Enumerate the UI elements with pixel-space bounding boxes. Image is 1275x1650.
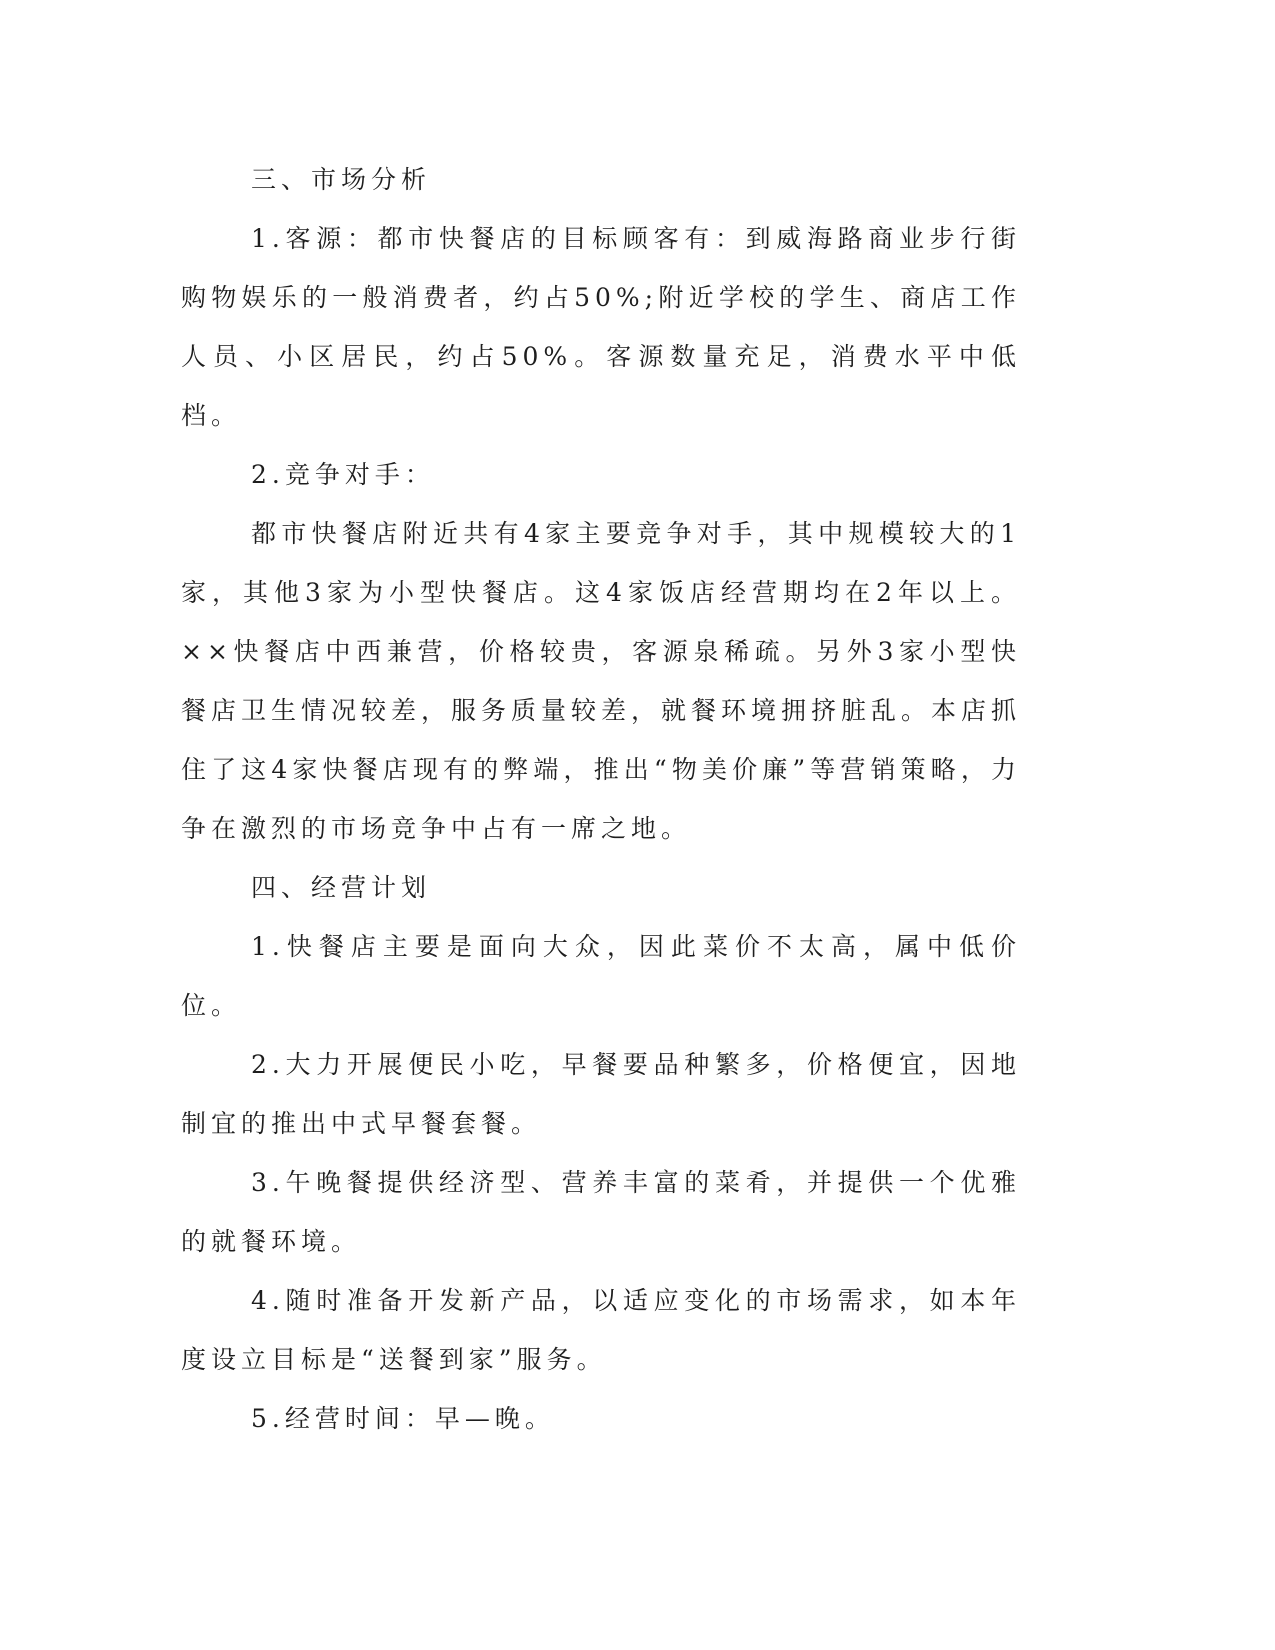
section-heading-market-analysis: 三、市场分析 [251,165,432,194]
paragraph-plan-item-5: 5.经营时间：早—晚。 [251,1404,555,1433]
paragraph-plan-item-3: 3.午晚餐提供经济型、营养丰富的菜肴，并提供一个优雅的就餐环境。 [181,1168,1021,1256]
paragraph-customer-source: 1.客源：都市快餐店的目标顾客有：到威海路商业步行街购物娱乐的一般消费者，约占50%;附近学校的学生、商店工作人员、小区居民，约占50%。客源数量充足，消费水平中低档。 [181,224,1021,430]
paragraph-competitors-body: 都市快餐店附近共有4家主要竞争对手，其中规模较大的1家，其他3家为小型快餐店。这4家饭店经营期均在2年以上。××快餐店中西兼营，价格较贵，客源泉稀疏。另外3家小型快餐店卫生情况较差，服务质量较差，就餐环境拥挤脏乱。本店抓住了这4家快餐店现有的弊端，推出“物美价廉”等营销策略，力争在激烈的市场竞争中占有一席之地。 [181,519,1022,843]
document-page [181,150,1021,1448]
section-heading-business-plan: 四、经营计划 [251,873,432,902]
paragraph-plan-item-4: 4.随时准备开发新产品，以适应变化的市场需求，如本年度设立目标是“送餐到家”服务。 [181,1286,1021,1374]
paragraph-plan-item-2: 2.大力开展便民小吃，早餐要品种繁多，价格便宜，因地制宜的推出中式早餐套餐。 [181,1050,1021,1138]
paragraph-plan-item-1: 1.快餐店主要是面向大众，因此菜价不太高，属中低价位。 [181,932,1021,1020]
paragraph-competitors-title: 2.竞争对手： [251,460,435,489]
